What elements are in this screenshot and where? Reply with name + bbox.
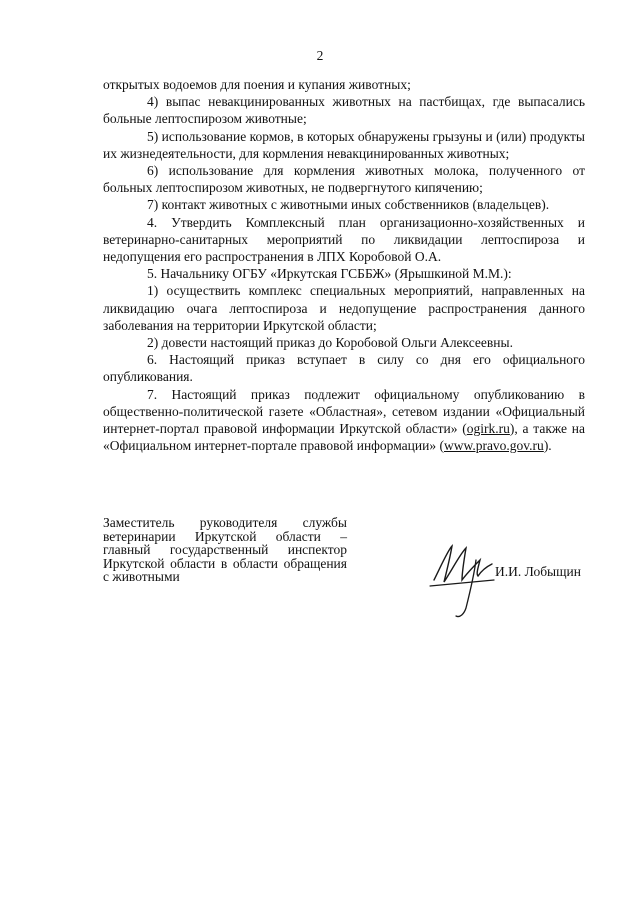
paragraph-7-publication <box>103 386 585 455</box>
publication-text-1: 7. Настоящий приказ подлежит официальному опубликованию в общественно-политической газете «Областная», сетевом издании «Официальный интернет-портал правовой информации Иркутской области» ( <box>103 386 585 437</box>
publication-text-3: ). <box>543 438 552 454</box>
document-body <box>103 76 585 454</box>
ogirk-link[interactable]: ogirk.ru <box>466 421 510 437</box>
paragraph-item-4-grazing: 4) выпас невакцинированных животных на пастбищах, где выпасались больные лептоспирозом животные; <box>103 94 585 127</box>
paragraph-5-head-gsbbzh: 5. Начальнику ОГБУ «Иркутская ГСББЖ» (Ярышкиной М.М.): <box>147 266 512 282</box>
pravo-gov-link[interactable]: www.pravo.gov.ru <box>443 438 544 454</box>
publication-text-2: ), а также на «Официальном интернет-портале правовой информации» ( <box>103 421 586 454</box>
paragraph-5-1-measures: 1) осуществить комплекс специальных мероприятий, направленных на ликвидацию очага лептоспироза и недопущение распространения данного заболевания на территории Иркутской области; <box>103 283 585 333</box>
paragraph-water-bodies: открытых водоемов для поения и купания животных; <box>103 77 411 92</box>
paragraph-item-5-feeds: 5) использование кормов, в которых обнаружены грызуны и (или) продукты их жизнедеятельности, для кормления невакцинированных животных; <box>103 128 585 161</box>
paragraph-4-approve-plan: 4. Утвердить Комплексный план организационно-хозяйственных и ветеринарно-санитарных мероприятий по ликвидации лептоспироза и недопущения его распространения в ЛПХ Коробовой О.А. <box>103 214 585 265</box>
paragraph-6-entry-into-force: 6. Настоящий приказ вступает в силу со дня его официального опубликования. <box>103 352 585 385</box>
signatory-position <box>103 516 347 584</box>
page-number: 2 <box>316 48 324 63</box>
signatory-name: И.И. Лобыщин <box>495 564 581 579</box>
signatory-position-text: Заместитель руководителя службы ветеринарии Иркутской области – главный государственный инспектор Иркутской области в области обращения с животными <box>103 515 347 585</box>
paragraph-5-2-deliver-order: 2) довести настоящий приказ до Коробовой Ольги Алексеевны. <box>147 335 513 351</box>
paragraph-item-6-milk: 6) использование для кормления животных молока, полученного от больных лептоспирозом животных, не подвергнутого кипячению; <box>103 163 585 196</box>
paragraph-item-7-contact: 7) контакт животных с животными иных собственников (владельцев). <box>147 197 550 213</box>
